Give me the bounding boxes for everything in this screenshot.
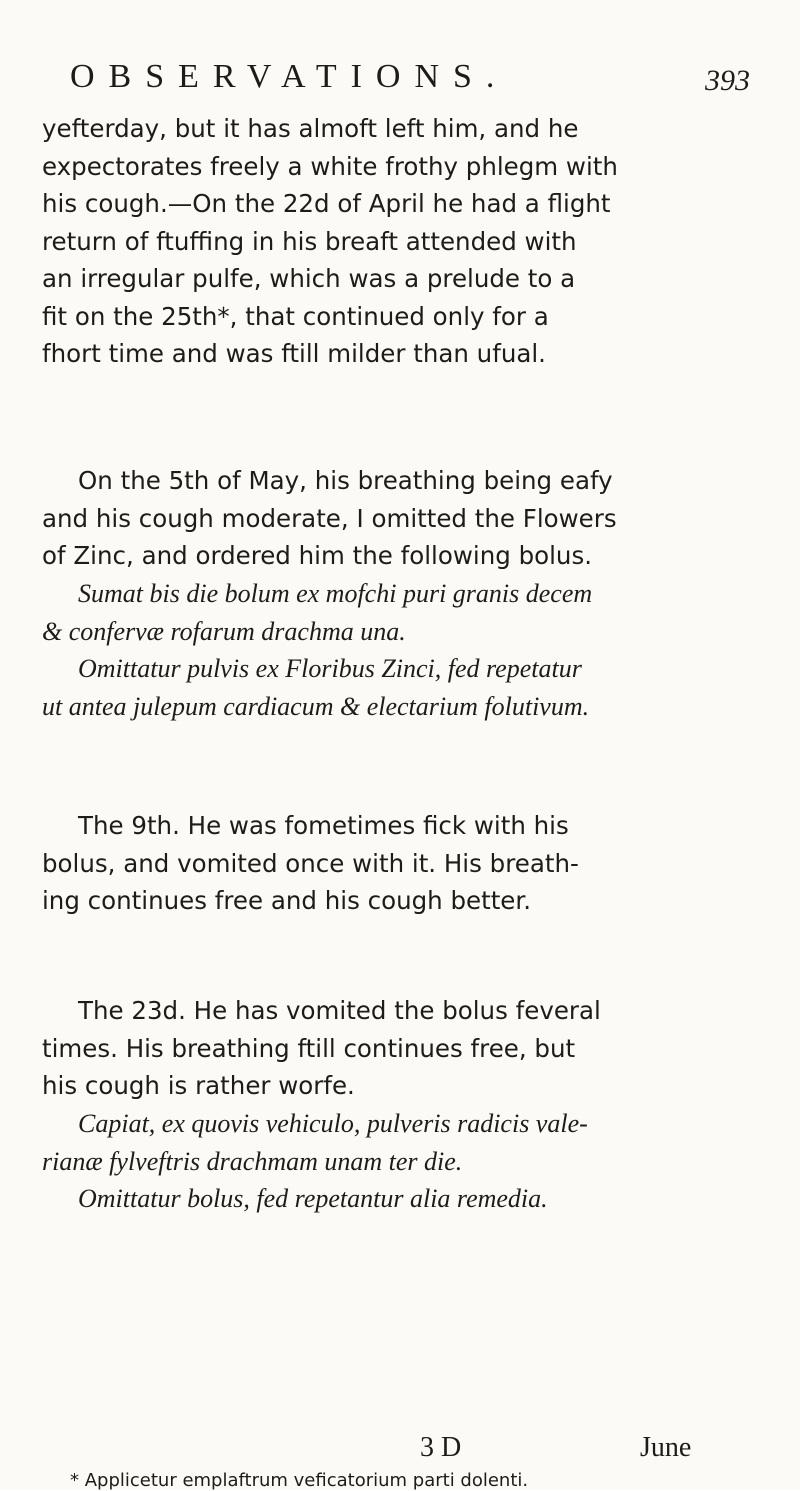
- paragraph-2: [42, 462, 772, 575]
- prescription-2: [42, 1105, 772, 1218]
- latin-line: rianæ fylveftris drachmam unam ter die.: [42, 1146, 463, 1176]
- latin-line: Capiat, ex quovis vehiculo, pulveris radicis vale-: [78, 1109, 588, 1138]
- prescription-1: [42, 575, 772, 725]
- text-line: an irregular pulfe, which was a prelude to a: [42, 264, 576, 293]
- text-line: his cough is rather worfe.: [42, 1071, 355, 1100]
- latin-line: Omittatur bolus, fed repetantur alia remedia.: [78, 1184, 548, 1213]
- text-line: his cough.—On the 22d of April he had a flight: [42, 189, 611, 218]
- text-line: yefterday, but it has almoft left him, and he: [42, 114, 579, 143]
- catchword: June: [640, 1432, 692, 1463]
- text-line: The 9th. He was fometimes fick with his: [78, 811, 569, 840]
- text-line: and his cough moderate, I omitted the Flowers: [42, 503, 617, 533]
- text-line: fhort time and was ftill milder than ufual.: [42, 339, 546, 368]
- text-line: expectorates freely a white frothy phlegm with: [42, 151, 618, 181]
- text-line: times. His breathing ftill continues free, but: [42, 1033, 576, 1063]
- paragraph-1: [42, 110, 772, 373]
- text-line: fit on the 25th*, that continued only for a: [42, 301, 549, 331]
- text-line: bolus, and vomited once with it. His breath-: [42, 848, 579, 878]
- running-title: OBSERVATIONS.: [70, 58, 509, 95]
- text-line: ing continues free and his cough better.: [42, 886, 531, 915]
- footnote: * Applicetur emplaftrum veficatorium parti dolenti.: [70, 1470, 529, 1491]
- paragraph-3: [42, 807, 772, 920]
- latin-line: & confervæ rofarum drachma una.: [42, 616, 406, 646]
- page-header: [70, 58, 750, 106]
- latin-line: Omittatur pulvis ex Floribus Zinci, fed repetatur: [78, 654, 582, 683]
- paragraph-4: [42, 992, 772, 1105]
- text-line: On the 5th of May, his breathing being eafy: [78, 466, 613, 495]
- text-line: return of ftuffing in his breaft attended with: [42, 226, 577, 256]
- latin-line: ut antea julepum cardiacum & electarium folutivum.: [42, 691, 590, 721]
- signature-mark: 3 D: [420, 1432, 462, 1463]
- text-line: The 23d. He has vomited the bolus feveral: [78, 996, 601, 1025]
- latin-line: Sumat bis die bolum ex mofchi puri granis decem: [78, 579, 593, 608]
- text-line: of Zinc, and ordered him the following bolus.: [42, 541, 592, 570]
- page-number: 393: [705, 64, 750, 97]
